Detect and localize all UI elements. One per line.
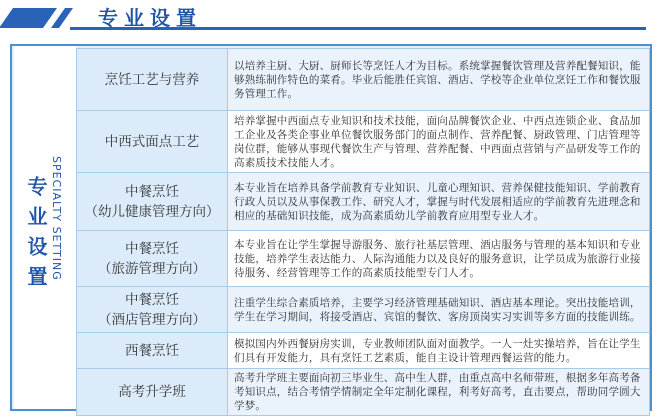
major-name: 中餐烹饪 （酒店管理方向） bbox=[77, 287, 228, 333]
side-subtitle: SPECIALTY SETTING bbox=[50, 156, 63, 281]
table-row bbox=[77, 173, 650, 231]
major-name: 中西式面点工艺 bbox=[77, 111, 228, 173]
major-name: 烹饪工艺与营养 bbox=[77, 49, 228, 111]
table-row bbox=[77, 231, 650, 287]
table-row bbox=[77, 49, 650, 111]
side-title: 专业设置 bbox=[24, 176, 48, 296]
majors-panel bbox=[10, 44, 652, 411]
table-row bbox=[77, 333, 650, 369]
majors-table bbox=[76, 48, 650, 416]
major-description: 培养掌握中西面点专业知识和技术技能，面向品牌餐饮企业、中西点连锁企业、食品加工企业及各类企事业单位餐饮服务部门的面点制作、营养配餐、厨政管理、门店管理等岗位群，能够从事现代餐饮生产与管理、营养配餐、中西面点营销与产品研发等工作的高素质技术技能人才。 bbox=[228, 111, 650, 173]
major-description: 高考升学班主要面向初三毕业生、高中生人群，由重点高中名师带班，根据多年高考备考知识点，结合考情学情制定全年定制化课程，利考好高考，直击要点，帮助同学圆大学梦。 bbox=[228, 369, 650, 416]
major-name: 西餐烹饪 bbox=[77, 333, 228, 369]
table-row bbox=[77, 369, 650, 416]
side-label bbox=[14, 46, 76, 409]
major-description: 模拟国内外西餐厨房实训，专业教师团队面对面教学。一人一灶实操培养，旨在让学生们具有开发能力，具有烹饪工艺素质，能自主设计管理西餐运营的能力。 bbox=[228, 333, 650, 369]
major-name: 中餐烹饪 （旅游管理方向） bbox=[77, 231, 228, 287]
major-name: 中餐烹饪 （幼儿健康管理方向） bbox=[77, 173, 228, 231]
table-row bbox=[77, 111, 650, 173]
major-description: 本专业旨在培养具备学前教育专业知识、儿童心理知识、营养保健技能知识、学前教育行政人员以及从事保教工作、研究人才，掌握与时代发展相适应的学前教育先进理念和相应的基础知识技能，成为高素质幼儿学前教育应用型专业人才。 bbox=[228, 173, 650, 231]
header-stripe bbox=[0, 8, 57, 28]
major-description: 本专业旨在让学生掌握导游服务、旅行社基层管理、酒店服务与管理的基本知识和专业技能，培养学生表达能力、人际沟通能力以及良好的服务意识，让学员成为旅游行业接待服务、经营管理等工作的高素质技能型专门人才。 bbox=[228, 231, 650, 287]
section-header bbox=[0, 0, 660, 40]
major-description: 注重学生综合素质培养，主要学习经济管理基础知识、酒店基本理论。突出技能培训，学生在学习期间，将接受酒店、宾馆的餐饮、客房顶岗实习实训等多方面的技能训练。 bbox=[228, 287, 650, 333]
major-description: 以培养主厨、大厨、厨师长等烹饪人才为目标。系统掌握餐饮管理及营养配餐知识，能够熟练制作特色的菜肴。毕业后能胜任宾馆、酒店、学校等企业单位烹饪工作和餐饮服务管理工作。 bbox=[228, 49, 650, 111]
page-title: 专业设置 bbox=[98, 6, 202, 30]
table-row bbox=[77, 287, 650, 333]
major-name: 高考升学班 bbox=[77, 369, 228, 416]
